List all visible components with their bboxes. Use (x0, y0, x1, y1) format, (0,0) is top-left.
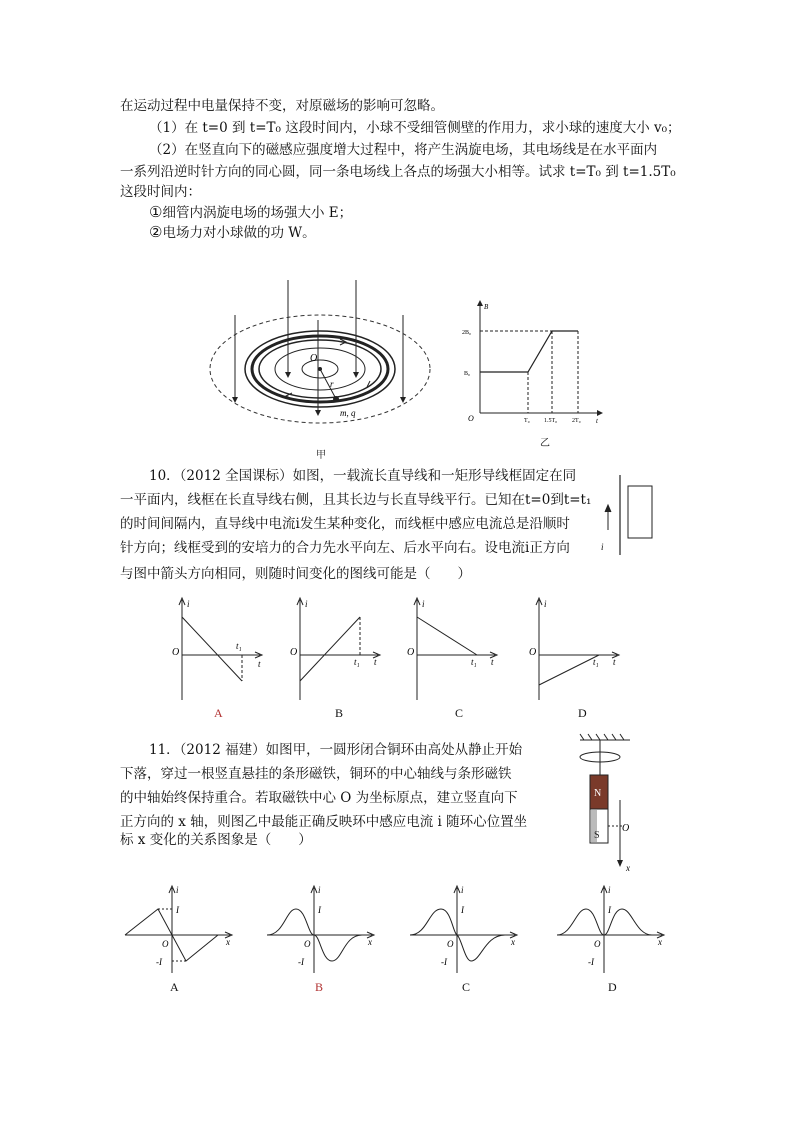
p11d-o: O (594, 939, 601, 949)
p10-option-d: D (578, 706, 587, 720)
p10-graph-d (527, 595, 627, 705)
graph-x-axis-label: t (596, 417, 598, 425)
p10-option-a: A (214, 706, 223, 720)
p9-item2-number: ② (149, 223, 163, 241)
p10-option-c: C (455, 706, 464, 720)
p11-graph-b (262, 883, 377, 978)
p10b-y: i (305, 599, 308, 609)
p10b-x: t (374, 657, 377, 667)
p11a-x: x (226, 937, 230, 947)
p11c-o: O (447, 939, 454, 949)
magnet-n: N (594, 788, 602, 799)
p9-line2: （1）在 t=0 到 t=T₀ 这段时间内，小球不受细管侧壁的作用力，求小球的速度大小 v₀； (149, 120, 681, 136)
p10c-x: t (491, 657, 494, 667)
p11-option-a: A (170, 980, 179, 994)
p9-item1-number: ① (149, 203, 163, 221)
p11d-neg: -I (588, 957, 594, 967)
caption-yi: 乙 (540, 438, 550, 449)
p11-line3: 的中轴始终保持重合。若取磁铁中心 O 为坐标原点，建立竖直向下 (120, 790, 518, 806)
p11-line1: 11．（2012 福建）如图甲，一圆形闭合铜环由高处从静止开始 (149, 742, 523, 758)
p10a-x: t (258, 659, 261, 669)
p9-item2-text: 电场力对小球做的功 W。 (162, 225, 316, 241)
p10-graph-b (288, 595, 388, 705)
p10d-y: i (544, 599, 547, 609)
p10-wire-label: i (601, 542, 604, 552)
p9-line3: （2）在竖直向下的磁感应强度增大过程中，将产生涡旋电场，其电场线是在水平面内 (149, 142, 658, 158)
p10-line5: 与图中箭头方向相同，则随时间变化的图线可能是（ ） (120, 566, 471, 582)
p10d-o: O (529, 647, 537, 658)
p11a-o: O (162, 939, 169, 949)
p10c-y: i (422, 599, 425, 609)
p11-magnet-figure (560, 730, 650, 875)
p11b-o: O (304, 939, 311, 949)
p10-line4: 针方向；线框受到的安培力的合力先水平向左、后水平向右。设电流i正方向 (120, 540, 570, 556)
p10-option-b: B (335, 706, 344, 720)
p11d-x: x (658, 937, 662, 947)
p11-line2: 下落，穿过一根竖直悬挂的条形磁铁，铜环的中心轴线与条形磁铁 (120, 766, 512, 782)
p10c-o: O (407, 647, 415, 658)
p11b-pos: I (318, 905, 321, 915)
figure-jia (200, 275, 440, 445)
jia-ball-label: m, q (340, 408, 356, 418)
p10b-t1: t₁ (354, 657, 360, 667)
p10-line2: 一平面内，线框在长直导线右侧，且其长边与长直导线平行。已知在t=0到t=t₁ (120, 492, 592, 508)
figure-yi-graph (460, 295, 610, 430)
p9-item1-text: 细管内涡旋电场的场强大小 E； (162, 205, 353, 221)
graph-y-axis-label: B (484, 303, 489, 311)
graph-ytick-b0: B₀ (464, 371, 471, 377)
p10a-y: i (187, 599, 190, 609)
p11-graph-c (405, 883, 520, 978)
p11-option-d: D (608, 980, 617, 994)
magnet-s: S (594, 830, 600, 841)
p11a-y: i (176, 885, 179, 895)
graph-xtick-1-5t0: 1.5T₀ (544, 418, 558, 424)
p9-line5: 这段时间内： (120, 184, 201, 200)
graph-origin: O (468, 414, 474, 423)
p11a-pos: I (176, 905, 179, 915)
p11-option-c: C (462, 980, 471, 994)
p10-line3: 的时间间隔内，直导线中电流i发生某种变化，而线框中感应电流总是沿顺时 (120, 516, 570, 532)
p11-graph-d (552, 883, 667, 978)
p10d-t1: t₁ (593, 657, 599, 667)
p10b-o: O (290, 647, 298, 658)
graph-xtick-2t0: 2T₀ (572, 418, 581, 424)
p11c-x: x (511, 937, 515, 947)
p9-line4: 一系列沿逆时针方向的同心圆，同一条电场线上各点的场强大小相等。试求 t=T₀ 到 t=1.5T₀ (120, 164, 676, 180)
p9-line1: 在运动过程中电量保持不变，对原磁场的影响可忽略。 (120, 98, 444, 114)
magnet-x-axis: x (626, 863, 630, 873)
jia-radius-label: r (330, 379, 334, 389)
p10-wire-figure (598, 470, 668, 560)
p11c-neg: -I (441, 957, 447, 967)
p10-line1: 10．（2012 全国课标）如图，一载流长直导线和一矩形导线框固定在同 (149, 468, 577, 484)
p11c-pos: I (461, 905, 464, 915)
p11c-y: i (461, 885, 464, 895)
p11-option-b: B (315, 980, 324, 994)
p11d-y: i (608, 885, 611, 895)
p11d-pos: I (608, 905, 611, 915)
p10c-t1: t₁ (471, 657, 477, 667)
p11b-neg: -I (298, 957, 304, 967)
p10d-x: t (613, 657, 616, 667)
p10a-t1: t₁ (236, 641, 242, 651)
p9-item2 (149, 222, 316, 243)
p11b-y: i (318, 885, 321, 895)
graph-xtick-t0: T₀ (524, 418, 530, 424)
graph-ytick-2b0: 2B₀ (462, 330, 472, 336)
p11a-neg: -I (156, 957, 162, 967)
magnet-origin: O (622, 823, 630, 834)
jia-center-label: O (310, 353, 318, 364)
p11b-x: x (368, 937, 372, 947)
p10-graph-c (405, 595, 505, 705)
p11-line4: 正方向的 x 轴，则图乙中最能正确反映环中感应电流 i 随环心位置坐 (120, 814, 528, 830)
p10-graph-a (170, 595, 270, 705)
p11-graph-a (120, 883, 235, 978)
p10a-o: O (172, 647, 180, 658)
caption-jia: 甲 (316, 450, 326, 461)
p11-line5: 标 x 变化的关系图象是（ ） (120, 832, 312, 848)
p9-item1 (149, 202, 352, 223)
